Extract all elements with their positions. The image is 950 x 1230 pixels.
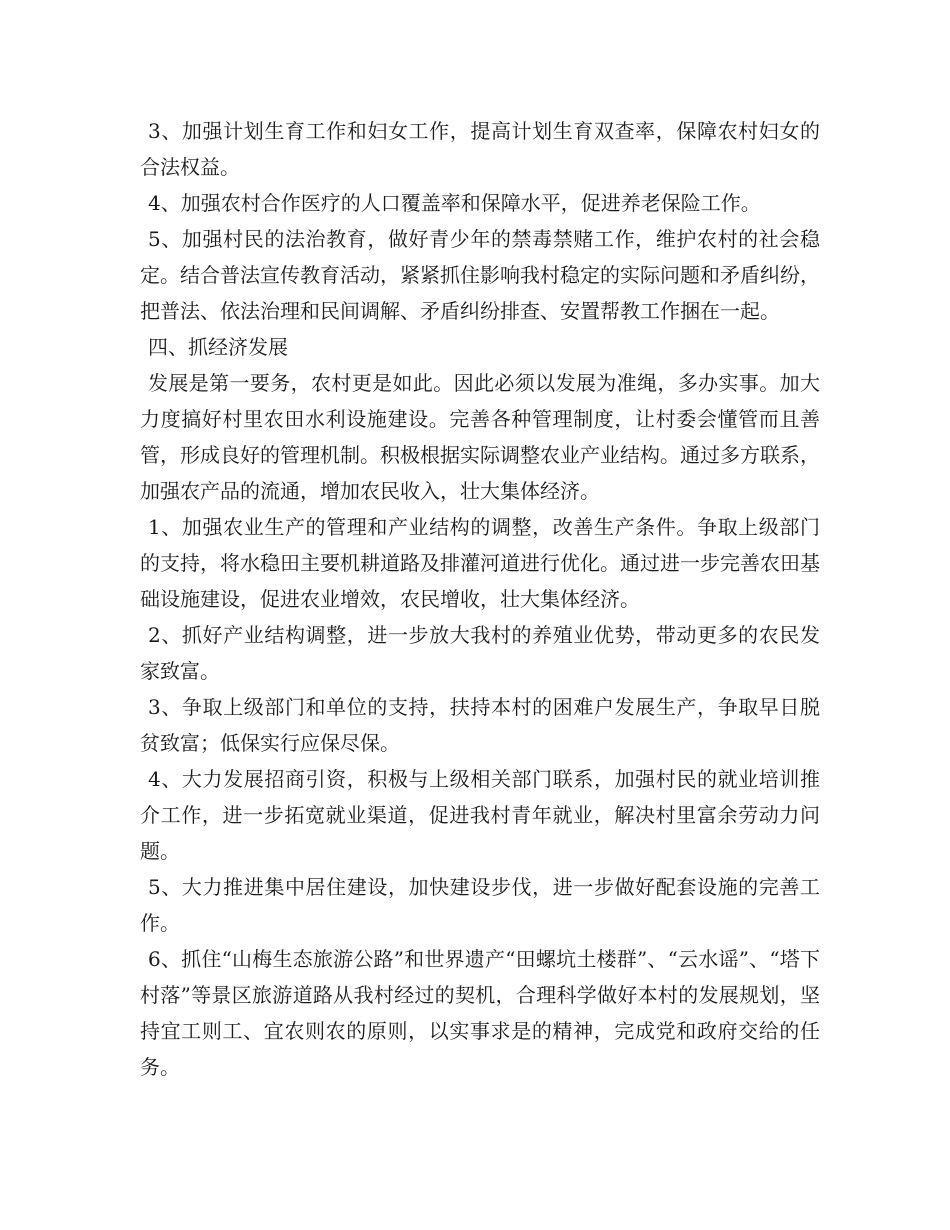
paragraph-industry-structure: 2、抓好产业结构调整，进一步放大我村的养殖业优势，带动更多的农民发家致富。 — [140, 623, 820, 683]
paragraph-development-intro: 发展是第一要务，农村更是如此。因此必须以发展为准绳，多办实事。加大力度搞好村里农田水利设施建设。完善各种管理制度，让村委会懂管而且善管，形成良好的管理机制。积极根据实际调整农业产业结构。通过多方联系，加强农产品的流通，增加农民收入，壮大集体经济。 — [140, 371, 820, 503]
paragraph-poverty-support: 3、争取上级部门和单位的支持，扶持本村的困难户发展生产，争取早日脱贫致富；低保实行应保尽保。 — [140, 695, 820, 755]
paragraph-family-planning: 3、加强计划生育工作和妇女工作，提高计划生育双查率，保障农村妇女的合法权益。 — [140, 119, 820, 179]
document-page — [140, 113, 820, 1085]
paragraph-residence-construction: 5、大力推进集中居住建设，加快建设步伐，进一步做好配套设施的完善工作。 — [140, 875, 820, 935]
paragraph-tourism-planning: 6、抓住“山梅生态旅游公路”和世界遗产“田螺坑土楼群”、“云水谣”、“塔下村落”等景区旅游道路从我村经过的契机，合理科学做好本村的发展规划，坚持宜工则工、宜农则农的原则，以实事求是的精神，完成党和政府交给的任务。 — [140, 947, 820, 1079]
section-heading-economy: 四、抓经济发展 — [148, 335, 288, 359]
paragraph-agriculture: 1、加强农业生产的管理和产业结构的调整，改善生产条件。争取上级部门的支持，将水稳田主要机耕道路及排灌河道进行优化。通过进一步完善农田基础设施建设，促进农业增效，农民增收，壮大集体经济。 — [140, 515, 820, 611]
paragraph-legal-education: 5、加强村民的法治教育，做好青少年的禁毒禁赌工作，维护农村的社会稳定。结合普法宣传教育活动，紧紧抓住影响我村稳定的实际问题和矛盾纠纷，把普法、依法治理和民间调解、矛盾纠纷排查、安置帮教工作捆在一起。 — [140, 227, 820, 323]
paragraph-rural-medical: 4、加强农村合作医疗的人口覆盖率和保障水平，促进养老保险工作。 — [148, 191, 761, 215]
paragraph-investment-employment: 4、大力发展招商引资，积极与上级相关部门联系，加强村民的就业培训推介工作，进一步拓宽就业渠道，促进我村青年就业，解决村里富余劳动力问题。 — [140, 767, 820, 863]
